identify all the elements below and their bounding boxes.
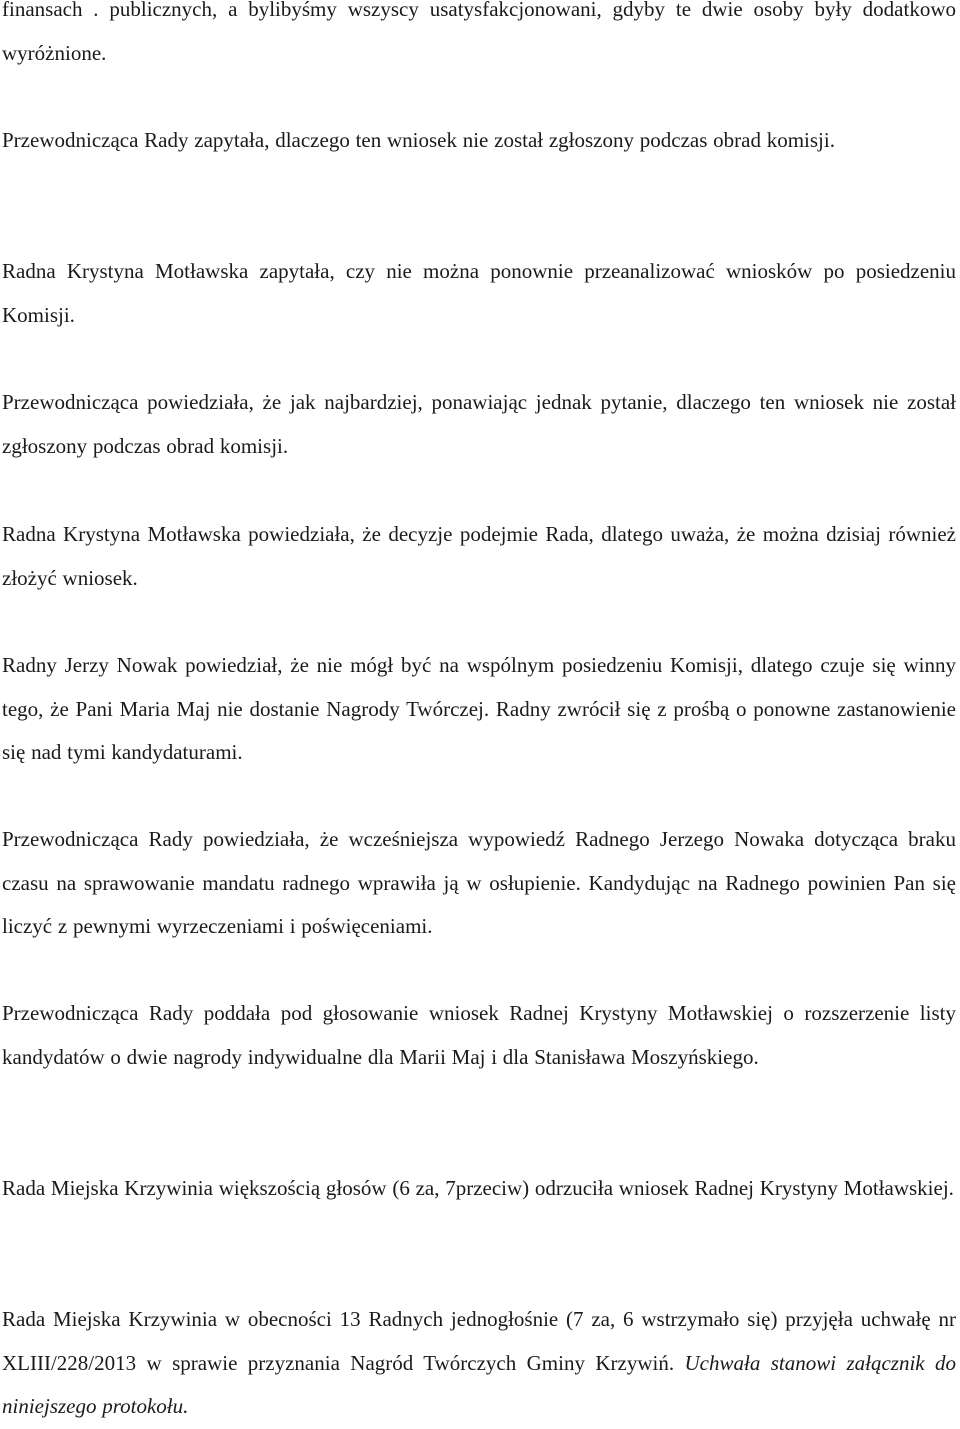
paragraph-text: Przewodnicząca powiedziała, że jak najbardziej, ponawiając jednak pytanie, dlaczego ten wniosek nie został zgłoszony podczas obrad komisji.	[2, 390, 956, 458]
attachment-note: Uchwała stanowi załącznik do niniejszego protokołu.	[2, 1350, 956, 1418]
paragraph-text: Radny Jerzy Nowak powiedział, że nie mógł być na wspólnym posiedzeniu Komisji, dlatego czuje się winny tego, że Pani Maria Maj nie dostanie Nagrody Twórczej. Radny zwrócił się z prośbą o ponowne zastanowienie się nad tymi kandydaturami.	[2, 653, 956, 764]
paragraph-text: Radna Krystyna Motławska zapytała, czy nie można ponownie przeanalizować wniosków po posiedzeniu Komisji.	[2, 259, 956, 327]
paragraph-vote-result	[2, 1167, 956, 1211]
paragraph-text: Przewodnicząca Rady powiedziała, że wcześniejsza wypowiedź Radnego Jerzego Nowaka dotycząca braku czasu na sprawowanie mandatu radnego wprawiła ją w osłupienie. Kandydując na Radnego powinien Pan się liczyć z pewnymi wyrzeczeniami i poświęceniami.	[2, 827, 956, 938]
paragraph-budget-note	[2, 0, 956, 75]
paragraph-text: Rada Miejska Krzywinia w obecności 13 Radnych jednogłośnie (7 za, 6 wstrzymało się) przyjęła uchwałę nr XLIII/228/2013 w sprawie przyznania Nagród Twórczych Gminy Krzywiń.	[2, 1307, 956, 1375]
paragraph-motlawska-question	[2, 250, 956, 337]
paragraph-resolution-adopted	[2, 1298, 956, 1429]
paragraph-text: Przewodnicząca Rady poddała pod głosowanie wniosek Radnej Krystyny Motławskiej o rozszerzenie listy kandydatów o dwie nagrody indywidualne dla Marii Maj i dla Stanisława Moszyńskiego.	[2, 1001, 956, 1069]
paragraph-nowak-statement	[2, 644, 956, 775]
paragraph-chair-question	[2, 119, 956, 163]
paragraph-text: Rada Miejska Krzywinia większością głosów (6 za, 7przeciw) odrzuciła wniosek Radnej Krystyny Motławskiej.	[2, 1176, 954, 1200]
paragraph-text: finansach . publicznych, a bylibyśmy wszyscy usatysfakcjonowani, gdyby te dwie osoby były dodatkowo wyróżnione.	[2, 0, 956, 65]
paragraph-vote-motion	[2, 992, 956, 1079]
paragraph-chair-reply	[2, 381, 956, 468]
paragraph-text: Przewodnicząca Rady zapytała, dlaczego ten wniosek nie został zgłoszony podczas obrad komisji.	[2, 128, 835, 152]
paragraph-motlawska-reply	[2, 513, 956, 600]
paragraph-text: Radna Krystyna Motławska powiedziała, że decyzje podejmie Rada, dlatego uważa, że można dzisiaj również złożyć wniosek.	[2, 522, 956, 590]
paragraph-chair-response	[2, 818, 956, 949]
